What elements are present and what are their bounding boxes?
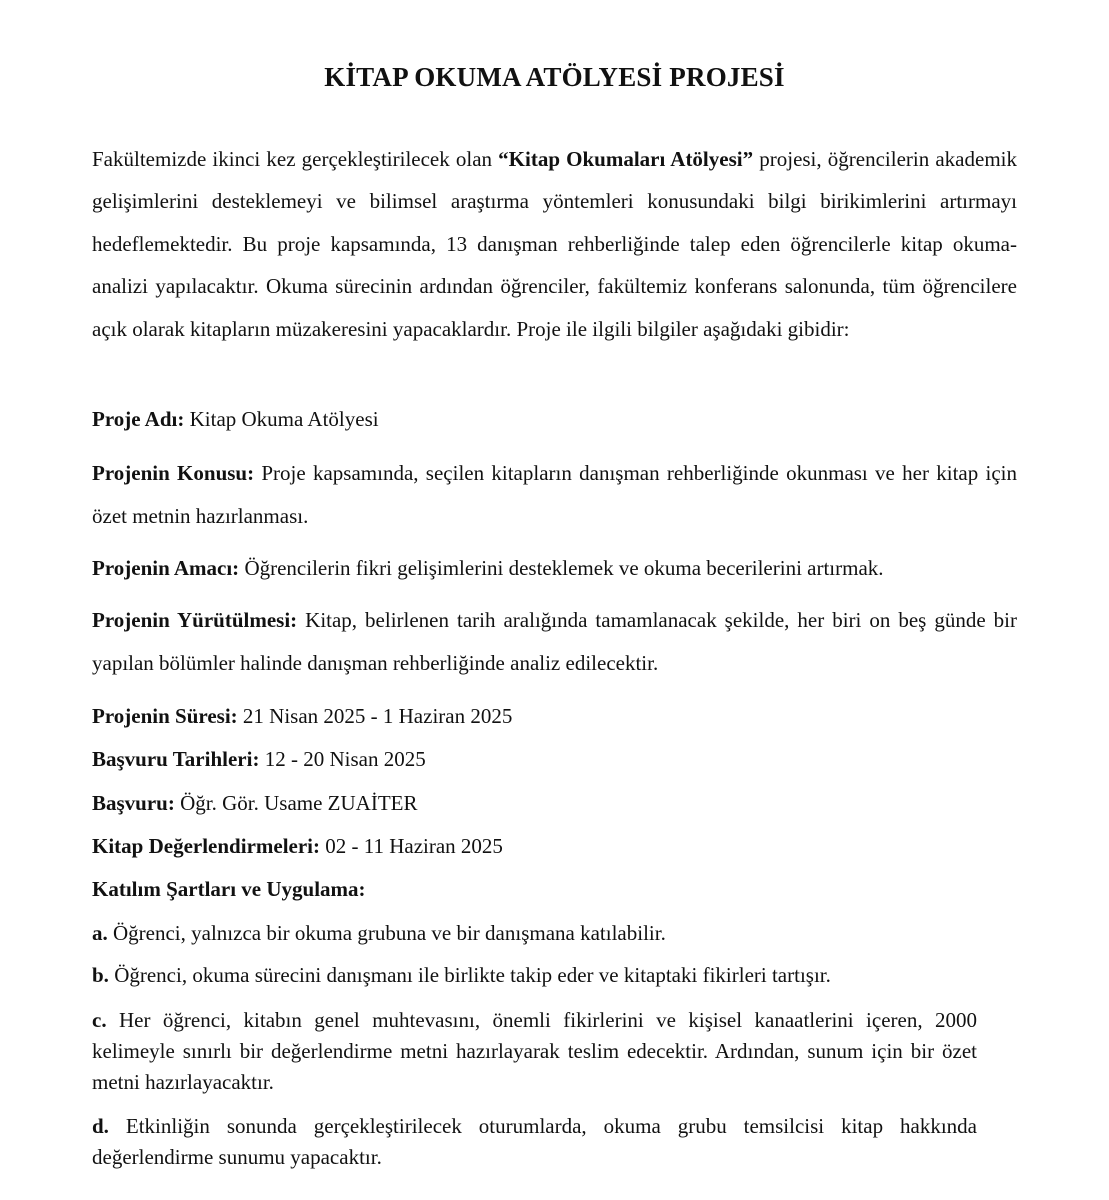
field-label: Kitap Değerlendirmeleri: <box>92 834 321 858</box>
field-project-execution <box>92 599 1017 685</box>
item-letter: d. <box>92 1114 109 1138</box>
condition-item-b <box>92 960 977 991</box>
condition-item-d <box>92 1111 977 1173</box>
field-value: Öğrencilerin fikri gelişimlerini desteklemek ve okuma becerilerini artırmak. <box>239 556 884 580</box>
item-text: Öğrenci, okuma sürecini danışmanı ile birlikte takip eder ve kitaptaki fikirleri tartışır. <box>108 963 831 987</box>
field-value: Öğr. Gör. Usame ZUAİTER <box>174 791 418 815</box>
field-label: Projenin Yürütülmesi: <box>92 608 298 632</box>
item-letter: a. <box>92 921 108 945</box>
field-value: 02 - 11 Haziran 2025 <box>320 834 503 858</box>
field-value: 12 - 20 Nisan 2025 <box>259 747 426 771</box>
field-project-purpose <box>92 547 1017 590</box>
condition-item-c <box>92 1005 977 1098</box>
field-book-evaluations <box>92 831 1017 861</box>
conditions-heading <box>92 874 1017 904</box>
field-value: Kitap, belirlenen tarih aralığında tamamlanacak şekilde, her biri on beş günde bir yapılan bölümler halinde danışman rehberliğinde analiz edilecektir. <box>92 608 1017 675</box>
field-label: Projenin Konusu: <box>92 461 255 485</box>
item-text: Her öğrenci, kitabın genel muhtevasını, önemli fikirlerini ve kişisel kanaatlerini içeren, 2000 kelimeyle sınırlı bir değerlendirme metni hazırlayarak teslim edecektir. Ardından, sunum için bir özet metni hazırlayacaktır. <box>92 1008 977 1094</box>
field-project-subject <box>92 452 1017 538</box>
item-text: Etkinliğin sonunda gerçekleştirilecek oturumlarda, okuma grubu temsilcisi kitap hakkında değerlendirme sunumu yapacaktır. <box>92 1114 977 1169</box>
conditions-heading-text: Katılım Şartları ve Uygulama: <box>92 877 366 901</box>
field-label: Başvuru: <box>92 791 175 815</box>
field-label: Projenin Amacı: <box>92 556 240 580</box>
field-label: Başvuru Tarihleri: <box>92 747 260 771</box>
intro-paragraph <box>92 138 1017 350</box>
field-project-duration <box>92 701 1017 731</box>
intro-text-after: projesi, öğrencilerin akademik gelişimlerini desteklemeyi ve bilimsel araştırma yöntemleri konusundaki bilgi birikimlerini artırmayı hedeflemektedir. Bu proje kapsamında, 13 danışman rehberliğinde talep eden öğrencilerle kitap okuma-analizi yapılacaktır. Okuma sürecinin ardından öğrenciler, fakültemiz konferans salonunda, tüm öğrencilere açık olarak kitapların müzakeresini yapacaklardır. Proje ile ilgili bilgiler aşağıdaki gibidir: <box>92 147 1017 341</box>
condition-item-a <box>92 918 977 949</box>
project-name-highlight: “Kitap Okumaları Atölyesi” <box>498 147 754 171</box>
field-label: Proje Adı: <box>92 407 185 431</box>
item-letter: b. <box>92 963 109 987</box>
field-value: 21 Nisan 2025 - 1 Haziran 2025 <box>237 704 513 728</box>
document-title: KİTAP OKUMA ATÖLYESİ PROJESİ <box>324 62 785 92</box>
field-value: Proje kapsamında, seçilen kitapların danışman rehberliğinde okunması ve her kitap için özet metnin hazırlanması. <box>92 461 1017 528</box>
field-value: Kitap Okuma Atölyesi <box>184 407 379 431</box>
field-project-name <box>92 398 1017 441</box>
field-application-contact <box>92 788 1017 818</box>
item-text: Öğrenci, yalnızca bir okuma grubuna ve bir danışmana katılabilir. <box>107 921 666 945</box>
intro-text-before: Fakültemizde ikinci kez gerçekleştirilecek olan <box>92 147 499 171</box>
field-label: Projenin Süresi: <box>92 704 238 728</box>
item-letter: c. <box>92 1008 107 1032</box>
field-application-dates <box>92 744 1017 774</box>
